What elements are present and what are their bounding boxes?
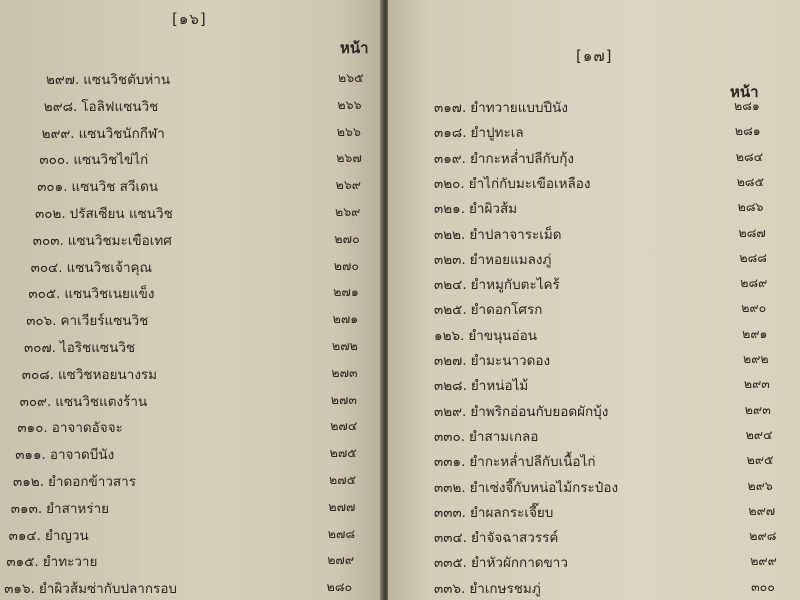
- entry-page-number: ๒๘๕: [736, 173, 765, 189]
- entry-title: แซนวิชตับห่าน: [83, 72, 171, 88]
- toc-entry: [388, 349, 800, 371]
- entry-title: แซนวิชเนยแข็ง: [64, 286, 155, 303]
- entry-title: แซนวิชเจ้าคุณ: [66, 259, 153, 276]
- toc-entry: [0, 309, 382, 331]
- entry-page-number: ๒๙๔: [745, 426, 773, 442]
- toc-entry: [0, 416, 382, 438]
- entry-page-number: ๒๗๐: [334, 230, 360, 246]
- entry-title: ยำจัจฉาสวรรค์: [470, 530, 559, 547]
- toc-entry: [388, 324, 800, 346]
- toc-entry: [388, 425, 800, 447]
- entry-title: ยำผิวส้มซ่ากับปลากรอบ: [38, 581, 177, 598]
- entry-page-number: ๒๖๙: [335, 204, 361, 219]
- entry-page-number: ๒๗๑: [332, 311, 359, 327]
- entry-title: ยำสาหร่าย: [46, 500, 110, 517]
- entry-number: ๓๒๘.: [434, 378, 467, 395]
- entry-number: ๓๐๕.: [28, 286, 61, 303]
- left-page-header: [๑๖]: [172, 10, 207, 28]
- entry-title: ยำมะนาวดอง: [470, 353, 551, 369]
- entry-page-number: ๒๙๓: [744, 401, 771, 417]
- entry-number: ๓๑๔.: [8, 527, 41, 544]
- toc-entry: [0, 497, 382, 519]
- entry-number: ๓๑๖.: [4, 581, 35, 598]
- toc-entry: [0, 282, 382, 304]
- toc-entry: [388, 374, 800, 396]
- entry-number: ๓๑๙.: [434, 150, 466, 167]
- entry-number: ๓๓๑.: [434, 454, 466, 471]
- entry-title: แซนวิชมะเขือเทศ: [67, 232, 172, 249]
- entry-number: ๓๑๐.: [17, 420, 48, 437]
- entry-title: ปรัสเซียน แซนวิช: [69, 206, 173, 222]
- entry-number: ๓๑๓.: [10, 500, 43, 517]
- entry-title: ยำกะหล่ำปลีกับกุ้ง: [469, 150, 575, 167]
- toc-entry: [0, 470, 382, 492]
- entry-number: ๒๙๘.: [43, 98, 78, 115]
- entry-page-number: ๒๙๘: [749, 528, 777, 544]
- entry-title: ยำผลกระเจี๊ยบ: [469, 504, 554, 521]
- entry-page-number: ๒๘๑: [734, 123, 761, 139]
- entry-title: ยำทวายแบบปีนัง: [470, 100, 568, 116]
- entry-title: แซนวิช สวีเดน: [71, 179, 159, 196]
- entry-title: แซวิชหอยนางรม: [57, 366, 158, 383]
- entry-title: ยำทะวาย: [42, 554, 98, 571]
- entry-page-number: ๒๗๑: [333, 284, 359, 300]
- entry-number: ๓๓๔.: [434, 530, 467, 547]
- entry-title: ยำดอกข้าวสาร: [48, 474, 137, 490]
- entry-title: ยำญวน: [44, 527, 89, 544]
- toc-entry: [0, 229, 382, 251]
- entry-number: ๓๐๓.: [32, 232, 64, 249]
- entry-number: ๓๓๓.: [434, 504, 466, 521]
- entry-page-number: ๓๐๐: [751, 578, 775, 594]
- right-page-header: [๑๗]: [576, 47, 613, 65]
- toc-entry: [0, 524, 382, 546]
- toc-entry: [388, 147, 800, 169]
- toc-entry: [388, 172, 800, 194]
- entry-page-number: ๒๗๕: [329, 445, 357, 461]
- entry-page-number: ๒๗๓: [330, 391, 357, 407]
- entry-number: ๓๒๓.: [434, 251, 466, 268]
- toc-entry: [388, 121, 800, 143]
- entry-title: ยำปลาจาระเม็ด: [469, 226, 562, 243]
- entry-number: ๓๐๒.: [35, 206, 66, 222]
- toc-entry: [388, 223, 800, 245]
- entry-title: โอลิฟแซนวิช: [81, 98, 159, 115]
- toc-entry: [388, 96, 800, 118]
- entry-number: ๓๐๔.: [30, 259, 63, 276]
- entry-number: ๓๑๗.: [434, 100, 467, 116]
- entry-number: ๓๐๖.: [26, 313, 57, 330]
- toc-entry: [0, 256, 382, 278]
- entry-title: อาจาดอัจจะ: [51, 420, 123, 437]
- toc-entry: [0, 336, 382, 358]
- entry-page-number: ๒๗๐: [333, 257, 360, 273]
- entry-page-number: ๒๙๐: [741, 300, 767, 316]
- toc-entry: [0, 550, 382, 572]
- entry-number: ๓๐๘.: [21, 366, 54, 383]
- right-page: [388, 0, 800, 600]
- toc-entry: [388, 400, 800, 422]
- entry-title: ยำดอกโศรก: [470, 302, 543, 319]
- entry-page-number: ๒๙๖: [747, 477, 773, 493]
- entry-title: ยำขนุนอ่อน: [468, 327, 537, 344]
- entry-number: ๓๒๗.: [434, 353, 467, 369]
- entry-number: ๓๐๙.: [19, 393, 52, 410]
- entry-page-number: ๒๘๘: [739, 249, 767, 265]
- entry-page-number: ๒๙๒: [743, 351, 769, 366]
- entry-page-number: ๒๖๕: [338, 70, 364, 85]
- toc-entry: [388, 248, 800, 270]
- entry-page-number: ๒๗๕: [329, 472, 357, 487]
- entry-page-number: ๒๙๑: [742, 325, 768, 341]
- entry-page-number: ๒๗๗: [328, 498, 356, 514]
- entry-page-number: ๒๗๔: [330, 418, 358, 434]
- entry-title: ยำปูทะเล: [470, 125, 524, 142]
- left-page: [0, 0, 382, 600]
- entry-page-number: ๒๙๗: [748, 502, 776, 518]
- entry-number: ๓๑๕.: [6, 554, 39, 571]
- entry-number: ๓๒๐.: [434, 175, 465, 192]
- entry-title: ยำเซ่งจี๊กับหน่อไม้กระป๋อง: [469, 479, 619, 496]
- entry-title: ยำหอยแมลงภู่: [469, 251, 552, 268]
- toc-entry: [0, 95, 382, 117]
- entry-title: แซนวิชไข่ไก่: [73, 152, 149, 169]
- entry-title: ยำหมูกับตะไคร้: [470, 277, 560, 294]
- right-page-column-label: หน้า: [730, 83, 759, 101]
- entry-number: ๓๒๑.: [434, 201, 465, 218]
- entry-number: ๓๐๐.: [39, 152, 70, 169]
- entry-number: ๓๒๕.: [434, 302, 467, 319]
- toc-entry: [0, 443, 382, 465]
- entry-number: ๓๒๒.: [434, 226, 466, 243]
- entry-number: ๓๑๒.: [13, 474, 44, 490]
- entry-number: ๑๒๖.: [434, 327, 465, 344]
- entry-number: ๓๒๔.: [434, 277, 467, 294]
- entry-page-number: ๒๘๑: [734, 98, 760, 113]
- entry-page-number: ๒๗๘: [327, 525, 356, 541]
- entry-title: อาจาดบีนัง: [49, 447, 115, 464]
- entry-page-number: ๒๖๙: [335, 177, 361, 193]
- entry-number: ๓๐๑.: [37, 179, 68, 196]
- entry-page-number: ๒๘๙: [740, 275, 768, 291]
- entry-number: ๓๑๑.: [15, 447, 46, 464]
- entry-number: ๓๓๕.: [434, 555, 467, 572]
- entry-number: ๒๙๙.: [41, 125, 75, 142]
- entry-number: ๒๙๗.: [46, 72, 80, 88]
- toc-entry: [388, 476, 800, 498]
- entry-title: ไอริชแซนวิช: [59, 340, 136, 356]
- toc-entry: [0, 202, 382, 224]
- toc-entry: [388, 577, 800, 599]
- toc-entry: [0, 68, 382, 90]
- toc-entry: [388, 273, 800, 295]
- entry-number: ๓๓๐.: [434, 428, 465, 445]
- entry-page-number: ๒๗๒: [332, 338, 358, 353]
- entry-page-number: ๒๙๙: [750, 553, 777, 569]
- toc-entry: [0, 577, 382, 599]
- entry-title: ยำหัวผักกาดขาว: [470, 555, 568, 572]
- toc-entry: [388, 551, 800, 573]
- toc-entry: [388, 526, 800, 548]
- toc-entry: [388, 450, 800, 472]
- entry-page-number: ๒๖๖: [336, 123, 361, 139]
- left-page-column-label: หน้า: [340, 39, 369, 57]
- entry-page-number: ๒๘๐: [326, 579, 353, 595]
- entry-number: ๓๓๒.: [434, 479, 466, 496]
- entry-page-number: ๒๖๖: [337, 96, 362, 112]
- entry-title: ยำหน่อไม้: [470, 378, 529, 395]
- entry-title: ยำกะหล่ำปลีกับเนื้อไก่: [469, 454, 596, 471]
- entry-page-number: ๒๙๓: [743, 376, 770, 392]
- toc-entry: [0, 148, 382, 170]
- toc-entry: [0, 175, 382, 197]
- entry-title: ยำไก่กับมะเขือเหลือง: [468, 175, 591, 192]
- entry-title: แซนวิชนักกีฬา: [78, 125, 165, 142]
- entry-number: ๓๓๖.: [434, 580, 466, 597]
- entry-page-number: ๒๘๖: [737, 199, 764, 215]
- entry-number: ๓๐๗.: [24, 340, 56, 356]
- entry-title: ยำสามเกลอ: [469, 428, 539, 445]
- toc-entry: [388, 298, 800, 320]
- entry-number: ๓๑๘.: [434, 125, 467, 142]
- toc-entry: [388, 501, 800, 523]
- entry-page-number: ๒๘๗: [738, 224, 766, 240]
- entry-title: คาเวียร์แซนวิช: [60, 313, 149, 330]
- entry-page-number: ๒๘๔: [735, 148, 764, 164]
- toc-entry: [0, 390, 382, 412]
- toc-entry: [0, 122, 382, 144]
- entry-number: ๓๒๙.: [434, 403, 467, 420]
- entry-title: ยำเกษรชมภู่: [469, 580, 541, 597]
- toc-entry: [0, 363, 382, 385]
- entry-title: ยำผิวส้ม: [469, 201, 518, 218]
- entry-page-number: ๒๗๙: [327, 552, 354, 568]
- entry-page-number: ๒๙๕: [746, 452, 774, 468]
- entry-title: แซนวิชแตงร้าน: [55, 393, 148, 410]
- toc-entry: [388, 197, 800, 219]
- entry-title: ยำพริกอ่อนกับยอดผักบุ้ง: [470, 403, 609, 420]
- entry-page-number: ๒๗๓: [331, 364, 358, 380]
- entry-page-number: ๒๖๗: [336, 150, 362, 166]
